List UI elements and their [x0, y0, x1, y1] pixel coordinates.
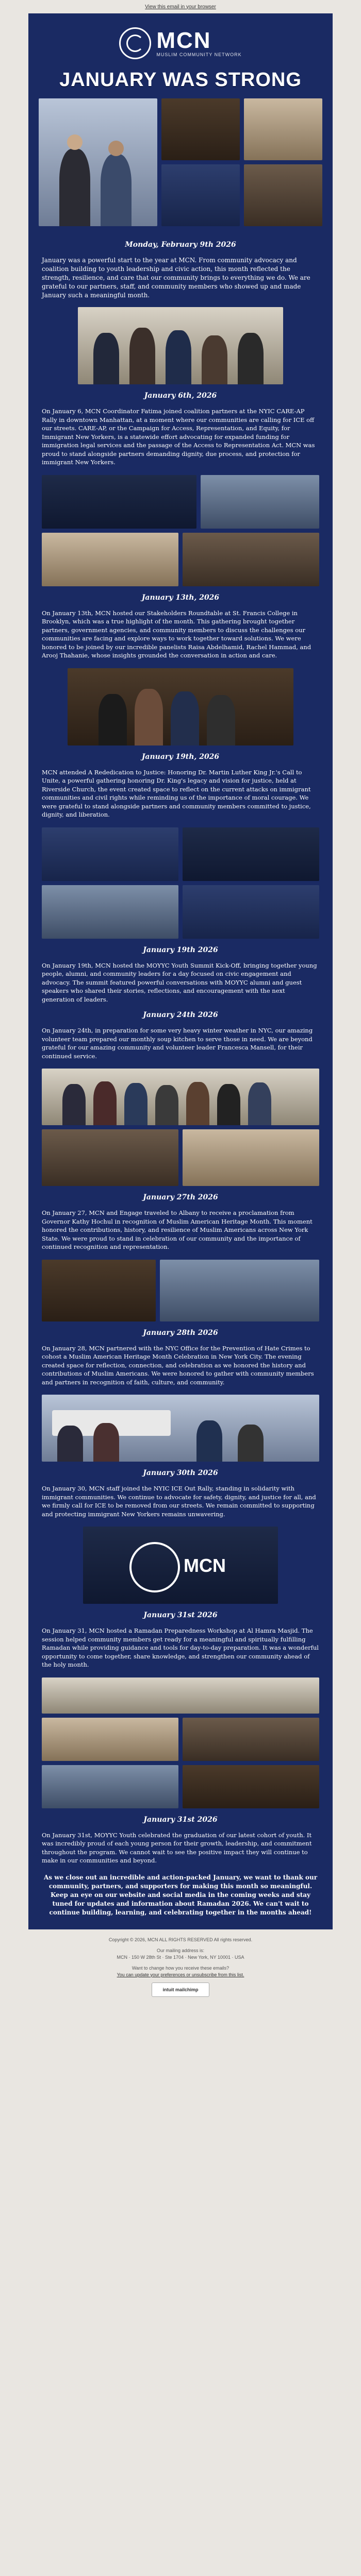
- section-10: [28, 1669, 333, 1865]
- section-2: [28, 467, 333, 660]
- section-date: January 19th 2026: [143, 945, 218, 954]
- section-date: January 19th, 2026: [141, 752, 220, 761]
- section-body: On January 31st, MOYYC Youth celebrated the graduation of our latest cohort of youth. It was incredibly proud of each young person for their growth, leadership, and commitment throughout the program. We cannot wait to see the positive impact they will continue to make in our communities and beyond.: [42, 1831, 312, 1864]
- section-date: January 31st 2026: [143, 1611, 218, 1619]
- section-photo: [201, 475, 319, 529]
- section-photo: [42, 1069, 319, 1125]
- copyright: Copyright © 2026, MCN ALL RIGHTS RESERVED All rights reserved.: [108, 1937, 253, 1942]
- footer: [28, 1929, 333, 2006]
- closing-note: As we close out an incredible and action-packed January, we want to thank our community, partners, and supporters for making this month so meaningful. Keep an eye on our website and social media in the coming weeks and stay tuned for updates and information about Ramadan 2026. We can't wait to continue building, learning, and celebrating together in the months ahead!: [43, 1873, 318, 1916]
- section-body: MCN attended A Rededication to Justice: Honoring Dr. Martin Luther King Jr.'s Call to Unite, a powerful gathering honoring Dr. King's legacy and vision for justice, held at Riverside Church, the event created space to reflect on the current attacks on immigrant communities and civil rights while reminding us of the importance of moral courage. We were grateful to stand alongside partners and community members committed to justice, dignity, and liberation.: [42, 768, 311, 818]
- section-3: [28, 660, 333, 819]
- section-1: [28, 300, 333, 467]
- section-date: January 28th 2026: [143, 1328, 218, 1337]
- mailchimp-badge[interactable]: intuit mailchimp: [152, 1982, 209, 1997]
- section-4: [28, 819, 333, 1004]
- hero-photo-main: [39, 98, 157, 226]
- preheader: [0, 0, 361, 13]
- section-date: January 24th 2026: [143, 1011, 218, 1019]
- section-photo: [183, 533, 319, 586]
- section-6: [28, 1060, 333, 1251]
- section-photo: [183, 1765, 319, 1808]
- section-photo: [42, 533, 178, 586]
- section-photo: [42, 1395, 319, 1462]
- logo-abbr: MCN: [156, 28, 211, 53]
- section-photo: [160, 1260, 319, 1321]
- section-date: January 30th 2026: [143, 1469, 218, 1477]
- logo-subtitle: MUSLIM COMMUNITY NETWORK: [156, 52, 242, 57]
- section-body: On January 27, MCN and Engage traveled to Albany to receive a proclamation from Governor Kathy Hochul in recognition of Muslim American Heritage Month. This moment honored the contributions, history, and resilience of Muslim Americans across New York State. We were proud to stand in celebration of our community and the importance of continued recognition and representation.: [42, 1209, 313, 1250]
- section-photo: [42, 1260, 156, 1321]
- hero-collage: [39, 98, 322, 226]
- section-photo: [42, 1718, 178, 1761]
- section-photo: [183, 1129, 319, 1186]
- section-photo: [42, 885, 178, 939]
- email-body: [28, 13, 333, 1929]
- section-body: On January 13th, MCN hosted our Stakeholders Roundtable at St. Francis College in Brooklyn, which was a true highlight of the month. This gathering brought together partners, government agencies, and community members to discuss the challenges our communities are facing and explore ways to work together toward solutions. We were honored to be joined by our incredible panelists Raisa Abdelhamid, Rachel Hammad, and Arooj Thahanie, whose insights grounded the conversation in action and care.: [42, 609, 311, 659]
- section-7: [28, 1251, 333, 1387]
- section-photo: [42, 827, 178, 881]
- section-body: On January 19th, MCN hosted the MOYYC Youth Summit Kick-Off, bringing together young people, alumni, and community leaders for a day focused on civic engagement and advocacy. The summit featured powerful conversations with MOYYC alumni and guest speakers who shared their stories, reflections, and encouragement with the next generation of leaders.: [42, 961, 317, 1003]
- section-9: [28, 1518, 333, 1669]
- mailing-address: MCN · 150 W 28th St · Ste 1704 · New York, NY 10001 · USA: [117, 1954, 244, 1960]
- section-body: On January 6, MCN Coordinator Fatima joined coalition partners at the NYIC CARE-AP Rally in downtown Manhattan, at a moment where our communities are calling for ICE off our streets. CARE-AP, or the Campaign for Access, Representation, and Equity, for Immigrant New Yorkers, is a statewide effort advocating for expanded funding for immigration legal services and the passage of the Access to Representation Act. MCN was proud to stand alongside partners demanding dignity, due process, and protection for immigrant New Yorkers.: [42, 408, 315, 466]
- section-body: On January 31, MCN hosted a Ramadan Preparedness Workshop at Al Hamra Masjid. The session helped community members get ready for a meaningful and spiritually fulfilling Ramadan while providing guidance and tools for day-to-day preparation. It was a wonderful opportunity to come together, share knowledge, and strengthen our community ahead of the holy month.: [42, 1627, 319, 1668]
- section-8: [28, 1386, 333, 1518]
- prefs-line: Want to change how you receive these emails?: [132, 1965, 229, 1971]
- headline: JANUARY WAS STRONG: [59, 69, 302, 91]
- hero: [28, 13, 333, 233]
- section-0: [28, 233, 333, 256]
- mailing-label: Our mailing address is:: [156, 1947, 205, 1953]
- section-photo: [68, 668, 293, 745]
- section-photo: [83, 1527, 278, 1604]
- section-photo: [78, 307, 283, 384]
- view-in-browser-link[interactable]: View this email in your browser: [145, 4, 216, 10]
- section-body: On January 30, MCN staff joined the NYIC ICE Out Rally, standing in solidarity with immigrant communities. We continue to advocate for safety, dignity, and justice for all, and we firmly call for ICE to be removed from our streets. We remain committed to supporting and protecting immigrant New Yorkers remains unwavering.: [42, 1485, 316, 1518]
- intro-text: January was a powerful start to the year at MCN. From community advocacy and coalition building to youth leadership and civic action, this month reflected the strength, resilience, and care that our community brings to everything we do. We are grateful to our partners, staff, and community members who showed up and made January such a meaningful month.: [42, 257, 310, 299]
- section-photo: [183, 827, 319, 881]
- section-photo: [42, 1677, 319, 1714]
- preferences-link[interactable]: You can update your preferences or unsubscribe from this list.: [117, 1972, 244, 1977]
- section-date: January 31st 2026: [143, 1815, 218, 1824]
- section-body: On January 28, MCN partnered with the NYC Office for the Prevention of Hate Crimes to cohost a Muslim American Heritage Month Celebration in New York City. The evening created space for reflection, connection, and celebration as we honored the history and contributions of Muslim Americans. We were honored to gather with community members and partners in recognition of faith, culture, and community.: [42, 1344, 314, 1386]
- section-date: January 13th, 2026: [141, 593, 220, 602]
- hero-photo: [161, 98, 240, 160]
- section-photo: [42, 1129, 178, 1186]
- section-date: Monday, February 9th 2026: [125, 241, 236, 249]
- section-date: January 6th, 2026: [144, 392, 217, 400]
- section-photo: [183, 885, 319, 939]
- logo-abbr: MCN: [184, 1555, 226, 1576]
- hero-photo: [161, 164, 240, 226]
- section-date: January 27th 2026: [143, 1193, 218, 1201]
- section-photo: [42, 475, 196, 529]
- section-body: On January 24th, in preparation for some very heavy winter weather in NYC, our amazing volunteer team prepared our monthly soup kitchen to serve those in need. We are beyond grateful for our amazing community and volunteer leader Francesca Mansell, for their continued service.: [42, 1027, 313, 1060]
- logo-mark-icon: [119, 27, 151, 59]
- section-5: [28, 1004, 333, 1060]
- hero-photo: [244, 164, 322, 226]
- hero-photo: [244, 98, 322, 160]
- section-photo: [42, 1765, 178, 1808]
- mcn-logo: [39, 23, 322, 64]
- section-photo: [183, 1718, 319, 1761]
